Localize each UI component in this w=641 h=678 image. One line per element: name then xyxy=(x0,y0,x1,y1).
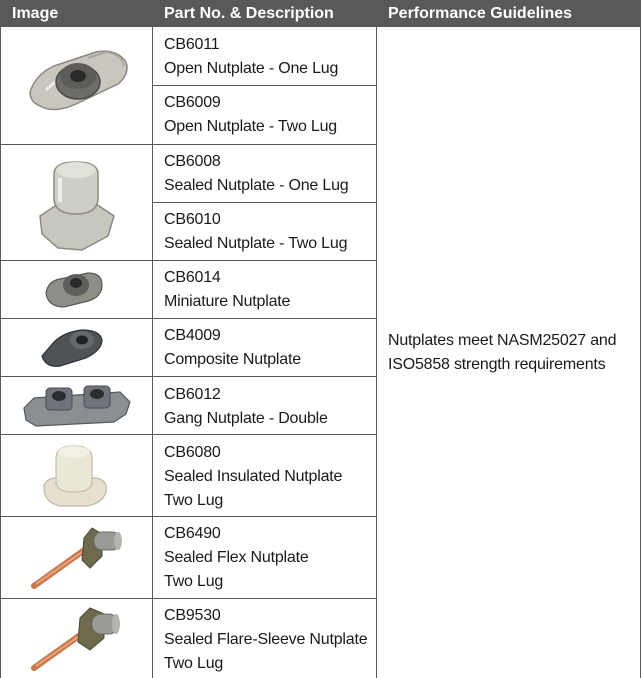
header-performance: Performance Guidelines xyxy=(388,5,573,22)
row-cb6014 xyxy=(164,266,290,314)
part-description-line2: Two Lug xyxy=(164,492,224,509)
part-description: Open Nutplate - Two Lug xyxy=(164,118,337,135)
grid-line xyxy=(0,0,1,678)
grid-line xyxy=(0,434,377,435)
header-part: Part No. & Description xyxy=(164,5,334,22)
part-number: CB6009 xyxy=(164,94,221,111)
grid-line xyxy=(0,144,377,145)
row-cb9530 xyxy=(164,604,367,676)
part-number: CB6014 xyxy=(164,269,221,286)
grid-line xyxy=(0,516,377,517)
gang-nutplate-image xyxy=(22,380,132,430)
part-description: Gang Nutplate - Double xyxy=(164,410,328,427)
row-cb6012 xyxy=(164,383,328,431)
row-cb6490 xyxy=(164,522,309,594)
grid-line xyxy=(0,598,377,599)
grid-line xyxy=(0,260,377,261)
performance-line: ISO5858 strength requirements xyxy=(388,356,606,373)
row-cb6011 xyxy=(164,33,338,81)
sealed-insulated-nutplate-image xyxy=(40,442,110,510)
part-number: CB6010 xyxy=(164,211,221,228)
part-number: CB6008 xyxy=(164,153,221,170)
row-cb6008 xyxy=(164,150,348,198)
part-description: Sealed Flex Nutplate xyxy=(164,549,309,566)
part-number: CB6012 xyxy=(164,386,221,403)
row-cb6010 xyxy=(164,208,347,256)
part-number: CB6080 xyxy=(164,444,221,461)
sealed-nutplate-image xyxy=(36,158,116,254)
header-image: Image xyxy=(12,5,59,22)
performance-text xyxy=(388,329,628,377)
part-description: Sealed Nutplate - One Lug xyxy=(164,177,349,194)
sealed-flare-sleeve-nutplate-image xyxy=(28,606,124,672)
part-description: Sealed Flare-Sleeve Nutplate xyxy=(164,631,368,648)
part-description: Sealed Nutplate - Two Lug xyxy=(164,235,348,252)
grid-line xyxy=(0,318,377,319)
part-description: Miniature Nutplate xyxy=(164,293,291,310)
grid-line xyxy=(152,85,377,86)
part-description-line2: Two Lug xyxy=(164,573,224,590)
grid-line xyxy=(376,0,377,678)
performance-line: Nutplates meet NASM25027 and xyxy=(388,332,617,349)
part-description: Open Nutplate - One Lug xyxy=(164,60,339,77)
part-description: Composite Nutplate xyxy=(164,351,301,368)
part-number: CB6490 xyxy=(164,525,221,542)
composite-nutplate-image xyxy=(40,326,104,368)
part-number: CB6011 xyxy=(164,36,220,53)
grid-line xyxy=(0,376,377,377)
row-cb6080 xyxy=(164,441,342,513)
row-cb4009 xyxy=(164,324,301,372)
sealed-flex-nutplate-image xyxy=(28,524,124,590)
part-description: Sealed Insulated Nutplate xyxy=(164,468,343,485)
row-cb6009 xyxy=(164,91,337,139)
miniature-nutplate-image xyxy=(44,265,104,311)
grid-line xyxy=(152,202,377,203)
part-number: CB9530 xyxy=(164,607,221,624)
part-number: CB4009 xyxy=(164,327,221,344)
open-nutplate-image xyxy=(26,40,132,118)
part-description-line2: Two Lug xyxy=(164,655,224,672)
grid-line xyxy=(152,0,153,678)
